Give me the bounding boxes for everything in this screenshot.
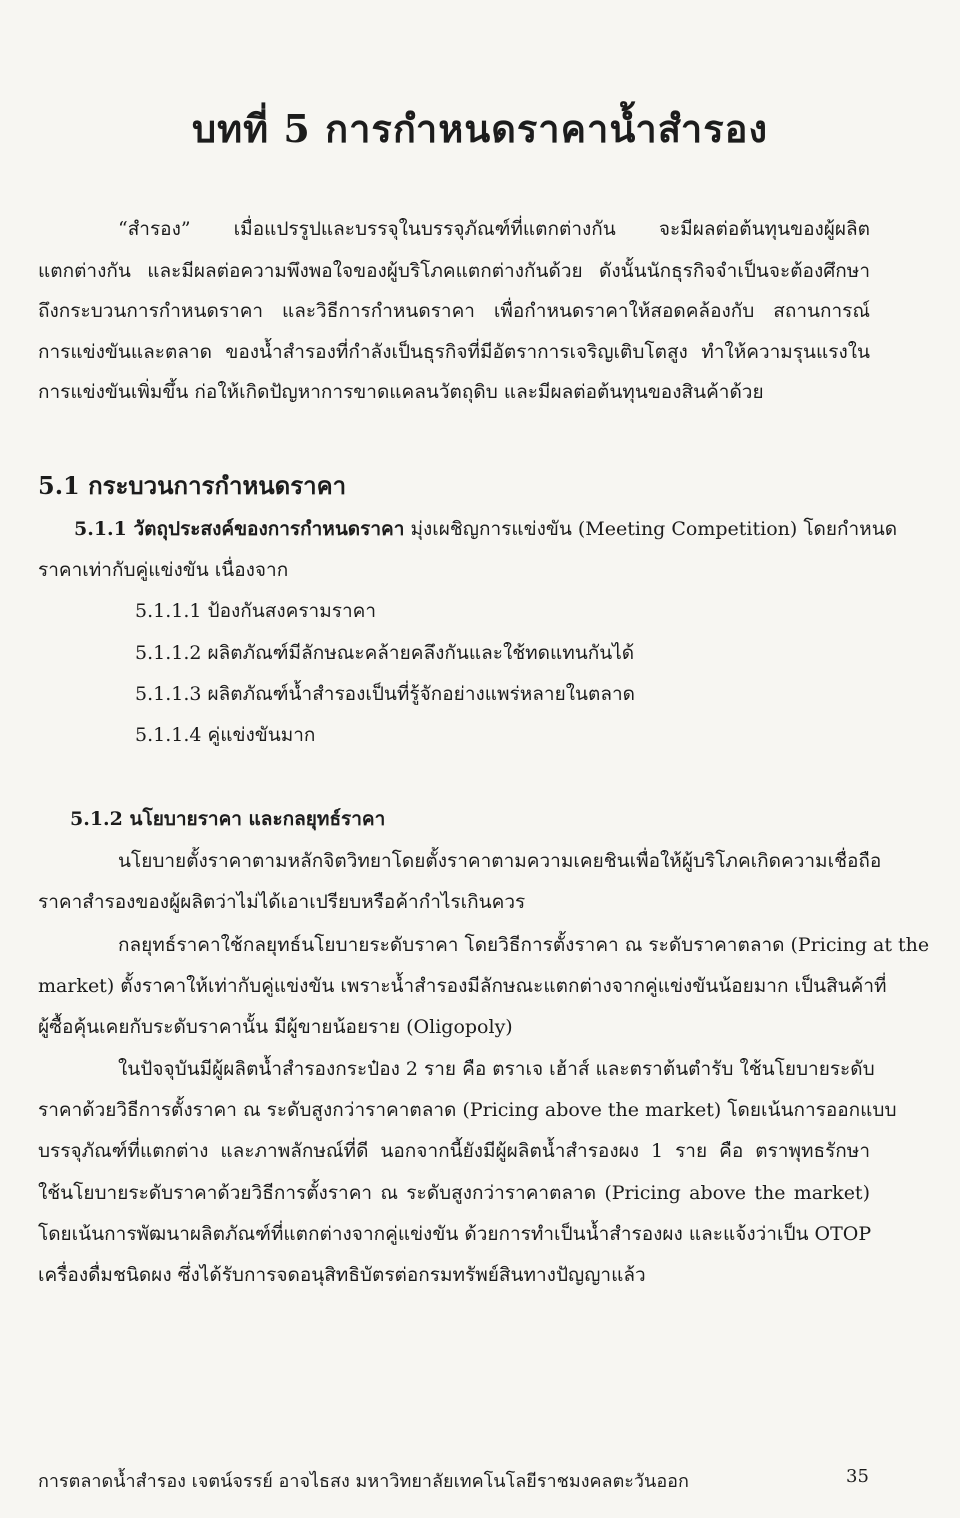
current-line-3: บรรจุภัณฑ์ที่แตกต่าง และภาพลักษณ์ที่ดี นอกจากนี้ยังมีผู้ผลิตน้ำสำรองผง 1 ราย คือ ตราพุทธรักษา: [38, 1140, 870, 1162]
intro-line-3: ถึงกระบวนการกำหนดราคา และวิธีการกำหนดราคา เพื่อกำหนดราคาให้สอดคล้องกับ สถานการณ์: [38, 300, 870, 322]
intro-line-2: แตกต่างกัน และมีผลต่อความพึงพอใจของผู้บริโภคแตกต่างกันด้วย ดังนั้นนักธุรกิจจำเป็นจะต้องศึกษา: [38, 260, 870, 282]
strategy-line-3: ผู้ซื้อคุ้นเคยกับระดับราคานั้น มีผู้ขายน้อยราย (Oligopoly): [38, 1016, 513, 1038]
policy-line-2: ราคาสำรองของผู้ผลิตว่าไม่ได้เอาเปรียบหรือค้ากำไรเกินควร: [38, 891, 526, 913]
current-line-5: โดยเน้นการพัฒนาผลิตภัณฑ์ที่แตกต่างจากคู่แข่งขัน ด้วยการทำเป็นน้ำสำรองผง และแจ้งว่าเป็น OTOP: [38, 1223, 872, 1245]
current-line-6: เครื่องดื่มชนิดผง ซึ่งได้รับการจดอนุสิทธิบัตรต่อกรมทรัพย์สินทางปัญญาแล้ว: [38, 1264, 646, 1286]
subsection-5-1-1-line-2: ราคาเท่ากับคู่แข่งขัน เนื่องจาก: [38, 559, 289, 581]
current-line-4: ใช้นโยบายระดับราคาด้วยวิธีการตั้งราคา ณ ระดับสูงกว่าราคาตลาด (Pricing above the market): [38, 1182, 870, 1204]
footer-text: การตลาดน้ำสำรอง เจตน์จรรย์ อาจไธสง มหาวิทยาลัยเทคโนโลยีราชมงคลตะวันออก: [38, 1471, 689, 1492]
list-item: 5.1.1.3 ผลิตภัณฑ์น้ำสำรองเป็นที่รู้จักอย่างแพร่หลายในตลาด: [135, 683, 635, 705]
chapter-title: บทที่ 5 การกำหนดราคาน้ำสำรอง: [191, 106, 769, 151]
list-item: 5.1.1.1 ป้องกันสงครามราคา: [135, 600, 376, 622]
section-heading: 5.1 กระบวนการกำหนดราคา: [38, 471, 347, 500]
intro-line-4: การแข่งขันและตลาด ของน้ำสำรองที่กำลังเป็นธุรกิจที่มีอัตราการเจริญเติบโตสูง ทำให้ความรุนแรงใน: [38, 341, 870, 363]
list-item: 5.1.1.4 คู่แข่งขันมาก: [135, 724, 316, 746]
current-line-1: ในปัจจุบันมีผู้ผลิตน้ำสำรองกระป๋อง 2 ราย คือ ตราเจ เฮ้าส์ และตราต้นตำรับ ใช้นโยบายระดับ: [118, 1058, 875, 1080]
strategy-line-1: กลยุทธ์ราคาใช้กลยุทธ์นโยบายระดับราคา โดยวิธีการตั้งราคา ณ ระดับราคาตลาด (Pricing at the: [118, 934, 930, 956]
subsection-5-1-2-heading: 5.1.2 นโยบายราคา และกลยุทธ์ราคา: [70, 808, 386, 830]
intro-line-1: “สำรอง” เมื่อแปรรูปและบรรจุในบรรจุภัณฑ์ที่แตกต่างกัน จะมีผลต่อต้นทุนของผู้ผลิต: [118, 218, 870, 240]
subsection-5-1-1-text: มุ่งเผชิญการแข่งขัน (Meeting Competition) โดยกำหนด: [410, 518, 898, 540]
subsection-5-1-1-label: 5.1.1 วัตถุประสงค์ของการกำหนดราคา: [74, 518, 405, 540]
current-line-2: ราคาด้วยวิธีการตั้งราคา ณ ระดับสูงกว่าราคาตลาด (Pricing above the market) โดยเน้นการออกแบบ: [38, 1099, 897, 1121]
intro-line-5: การแข่งขันเพิ่มขึ้น ก่อให้เกิดปัญหาการขาดแคลนวัตถุดิบ และมีผลต่อต้นทุนของสินค้าด้วย: [38, 381, 764, 403]
subsection-5-1-1-line-1: [74, 516, 897, 542]
page-number: 35: [846, 1466, 869, 1487]
strategy-line-2: market) ตั้งราคาให้เท่ากับคู่แข่งขัน เพราะน้ำสำรองมีลักษณะแตกต่างจากคู่แข่งขันน้อยมาก เป็นสินค้าที่: [38, 975, 887, 997]
policy-line-1: นโยบายตั้งราคาตามหลักจิตวิทยาโดยตั้งราคาตามความเคยชินเพื่อให้ผู้บริโภคเกิดความเชื่อถือ: [118, 850, 882, 872]
list-item: 5.1.1.2 ผลิตภัณฑ์มีลักษณะคล้ายคลึงกันและใช้ทดแทนกันได้: [135, 642, 635, 664]
